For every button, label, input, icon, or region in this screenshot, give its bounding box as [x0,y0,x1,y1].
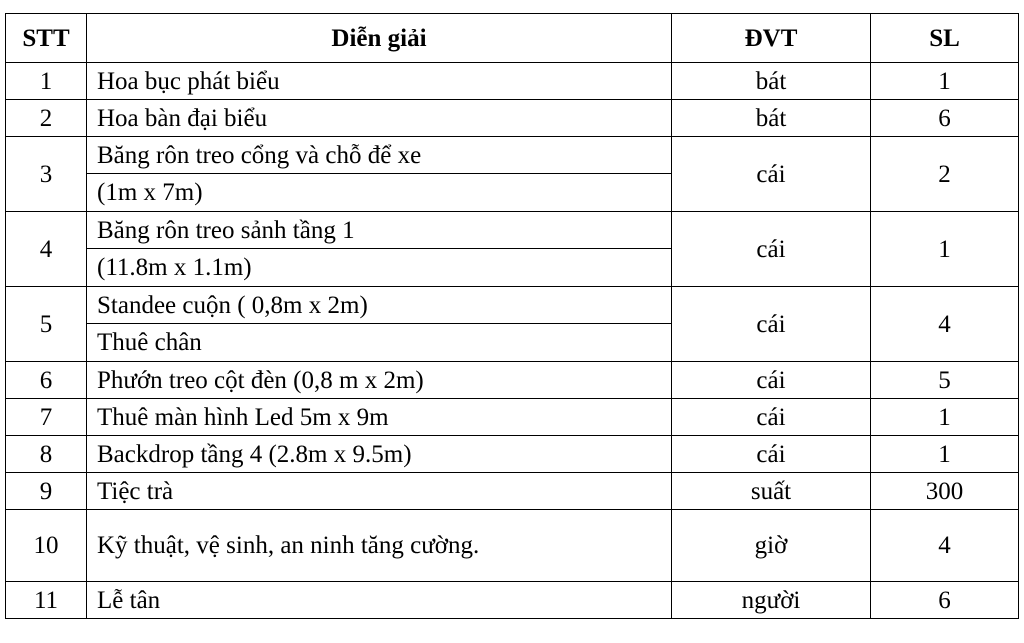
cell-quantity: 300 [871,473,1019,510]
cell-description: Hoa bục phát biểu [87,63,672,100]
header-stt: STT [6,14,87,63]
cell-quantity: 6 [871,100,1019,137]
cell-unit: cái [672,212,871,287]
cell-quantity: 1 [871,399,1019,436]
cell-unit: giờ [672,510,871,582]
cell-stt: 9 [6,473,87,510]
cell-stt: 6 [6,362,87,399]
header-row [6,14,1019,63]
cell-quantity: 4 [871,287,1019,362]
cell-unit: cái [672,287,871,362]
cell-description: Backdrop tầng 4 (2.8m x 9.5m) [87,436,672,473]
cell-stt: 2 [6,100,87,137]
table-row [6,510,1019,582]
cell-description: Hoa bàn đại biểu [87,100,672,137]
cell-unit: người [672,582,871,619]
header-sl: SL [871,14,1019,63]
cell-quantity: 2 [871,137,1019,212]
cell-stt: 1 [6,63,87,100]
cell-description: Thuê màn hình Led 5m x 9m [87,399,672,436]
cell-unit: cái [672,399,871,436]
table-row [6,137,1019,174]
cell-quantity: 4 [871,510,1019,582]
cell-unit: suất [672,473,871,510]
table-row [6,582,1019,619]
cell-unit: cái [672,362,871,399]
cell-unit: bát [672,100,871,137]
cell-stt: 10 [6,510,87,582]
cell-stt: 7 [6,399,87,436]
cell-description: Băng rôn treo cổng và chỗ để xe [87,137,672,174]
cell-description-line2: Thuê chân [87,324,672,362]
cell-unit: cái [672,436,871,473]
cell-quantity: 6 [871,582,1019,619]
cell-description-line2: (11.8m x 1.1m) [87,249,672,287]
table-row [6,473,1019,510]
cell-description: Phướn treo cột đèn (0,8 m x 2m) [87,362,672,399]
header-dien-giai: Diễn giải [87,14,672,63]
cell-stt: 3 [6,137,87,212]
header-dvt: ĐVT [672,14,871,63]
cell-stt: 4 [6,212,87,287]
table-row [6,100,1019,137]
cell-stt: 8 [6,436,87,473]
cell-quantity: 1 [871,63,1019,100]
items-table [5,13,1019,619]
cell-description: Kỹ thuật, vệ sinh, an ninh tăng cường. [87,510,672,582]
cell-quantity: 5 [871,362,1019,399]
cell-stt: 11 [6,582,87,619]
table-row [6,63,1019,100]
table-row [6,362,1019,399]
table-row [6,212,1019,249]
table-row [6,436,1019,473]
cell-stt: 5 [6,287,87,362]
cell-description-line2: (1m x 7m) [87,174,672,212]
cell-quantity: 1 [871,212,1019,287]
cell-description: Lễ tân [87,582,672,619]
cell-description: Tiệc trà [87,473,672,510]
cell-description: Băng rôn treo sảnh tầng 1 [87,212,672,249]
table-row [6,287,1019,324]
table-row [6,399,1019,436]
cell-quantity: 1 [871,436,1019,473]
cell-description: Standee cuộn ( 0,8m x 2m) [87,287,672,324]
cell-unit: bát [672,63,871,100]
cell-unit: cái [672,137,871,212]
